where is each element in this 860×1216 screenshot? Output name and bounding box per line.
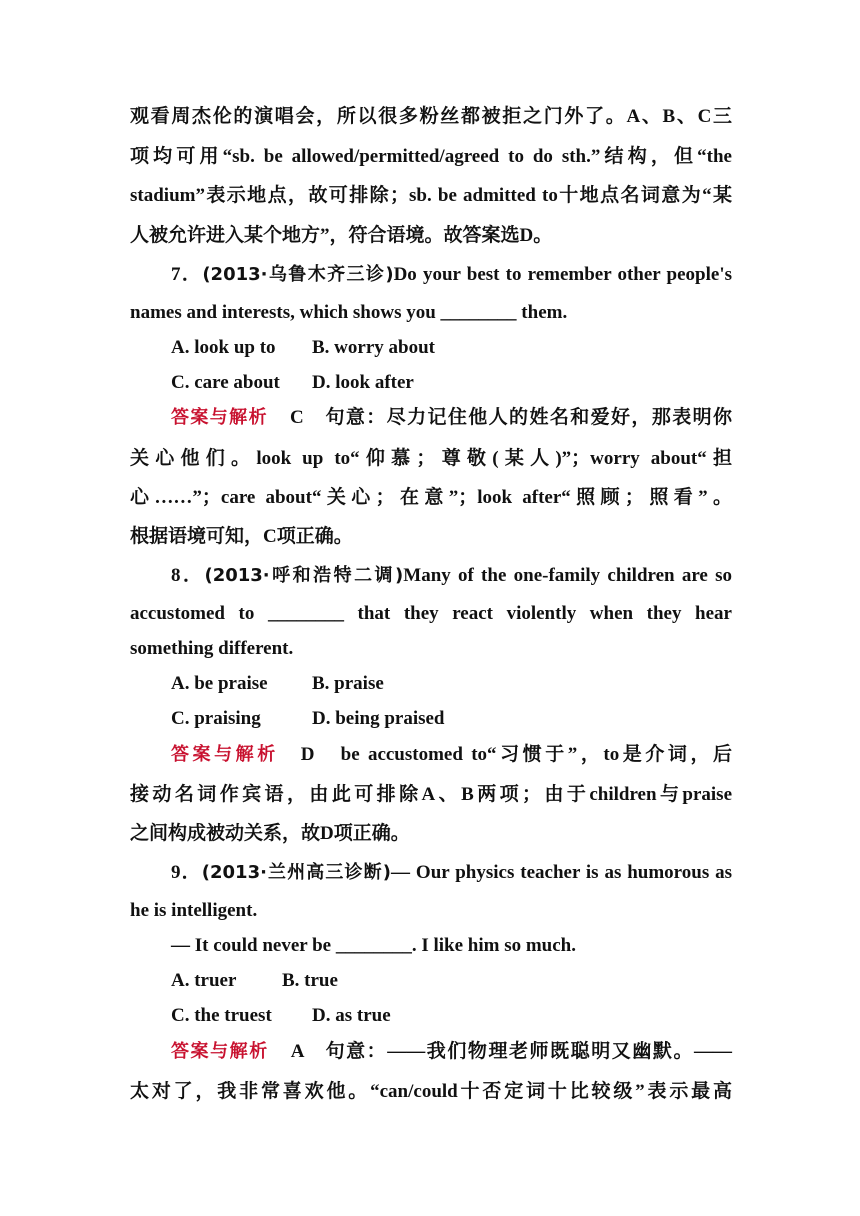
text-line: 人被允许进入某个地方”，符合语境。故答案选D。 <box>130 225 553 246</box>
question-source: (2013·呼和浩特二调) <box>204 565 404 586</box>
question-8-options-row <box>171 671 732 697</box>
option-b: B. worry about <box>312 337 435 358</box>
analysis-line: 心……”；care about“关心；在意”；look after“照顾；照看”。 <box>130 487 732 508</box>
option-d: D. as true <box>312 1005 391 1026</box>
option-c: C. care about <box>171 372 280 393</box>
option-a: A. truer <box>171 970 237 991</box>
analysis-line: 之间构成被动关系，故D项正确。 <box>130 823 410 844</box>
option-b: B. true <box>282 970 338 991</box>
question-9-stem-line: — It could never be ________. I like him so much. <box>171 935 577 956</box>
question-7-options-row <box>171 370 732 396</box>
analysis-line: 关心他们。look up to“仰慕；尊敬(某人)”；worry about“担 <box>130 448 732 469</box>
question-8-analysis: 答案与解析 D be accustomed to“习惯于”，to是介词，后 <box>171 744 733 765</box>
option-b: B. praise <box>312 673 384 694</box>
question-source: (2013·乌鲁木齐三诊) <box>202 264 394 285</box>
text-line: 观看周杰伦的演唱会，所以很多粉丝都被拒之门外了。A、B、C三 <box>130 106 732 127</box>
question-7-stem: 7．(2013·乌鲁木齐三诊)Do your best to remember other people's <box>171 264 732 285</box>
analysis-line: 太对了，我非常喜欢他。“can/could十否定词十比较级”表示最高 <box>130 1081 732 1102</box>
question-source: (2013·兰州高三诊断) <box>201 862 392 883</box>
question-9-analysis: 答案与解析 A 句意：——我们物理老师既聪明又幽默。—— <box>171 1041 732 1062</box>
question-8-options-row <box>171 706 732 732</box>
text-line: 项均可用“sb. be allowed/permitted/agreed to do sth.”结构，但“the <box>130 146 732 167</box>
option-a: A. be praise <box>171 673 268 694</box>
question-9-stem: 9．(2013·兰州高三诊断)— Our physics teacher is as humorous as <box>171 862 733 883</box>
question-9-stem-line: he is intelligent. <box>130 900 258 921</box>
question-7-stem-line: names and interests, which shows you ________ them. <box>130 302 568 323</box>
answer-label: 答案与解析 <box>171 1041 269 1062</box>
question-7-options-row <box>171 335 732 361</box>
option-c: C. the truest <box>171 1005 272 1026</box>
option-a: A. look up to <box>171 337 276 358</box>
analysis-line: 接动名词作宾语，由此可排除A、B两项；由于children与praise <box>130 784 732 805</box>
text-line: stadium”表示地点，故可排除；sb. be admitted to十地点名词意为“某 <box>130 185 732 206</box>
option-d: D. being praised <box>312 708 445 729</box>
question-7-analysis: 答案与解析 C 句意：尽力记住他人的姓名和爱好，那表明你 <box>171 407 732 428</box>
question-9-options-row <box>171 968 732 994</box>
analysis-line: 根据语境可知，C项正确。 <box>130 526 353 547</box>
question-9-options-row <box>171 1003 732 1029</box>
option-d: D. look after <box>312 372 414 393</box>
answer-label: 答案与解析 <box>171 407 268 428</box>
question-8-stem-line: accustomed to ________ that they react violently when they hear <box>130 603 732 624</box>
answer-label: 答案与解析 <box>171 744 279 765</box>
question-8-stem-line: something different. <box>130 638 294 659</box>
question-8-stem: 8．(2013·呼和浩特二调)Many of the one-family children are so <box>171 565 732 586</box>
option-c: C. praising <box>171 708 261 729</box>
